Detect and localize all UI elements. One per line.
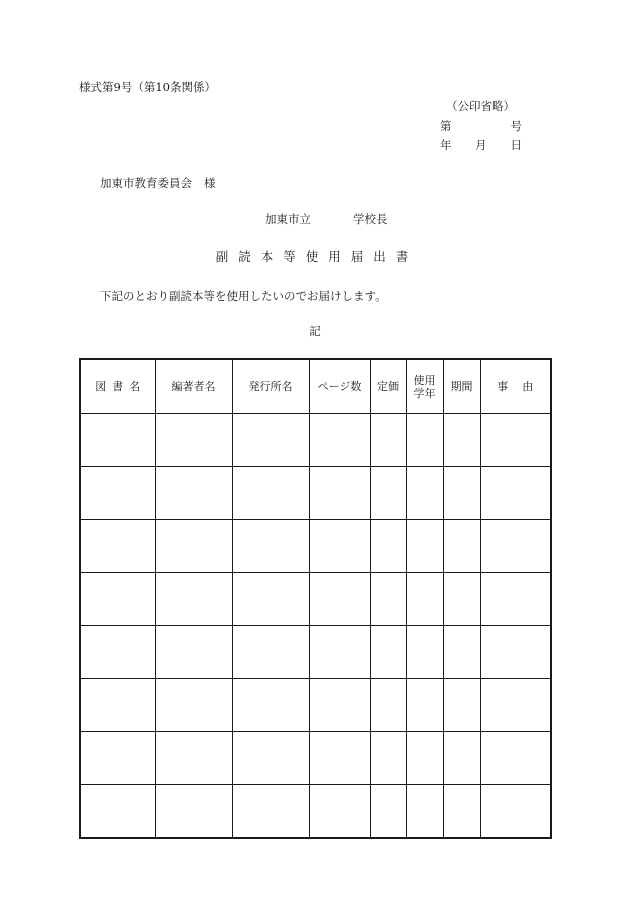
table-header-row bbox=[80, 359, 551, 414]
col-header-grade-line1: 使用 bbox=[413, 373, 436, 387]
ki-marker: 記 bbox=[309, 324, 321, 338]
number-suffix: 号 bbox=[510, 119, 522, 133]
table-row bbox=[80, 785, 551, 839]
cell-reason[interactable] bbox=[480, 732, 551, 785]
cell-period[interactable] bbox=[443, 626, 480, 679]
cell-grade[interactable] bbox=[406, 414, 443, 467]
document-title: 副読本等使用届出書 bbox=[215, 249, 419, 264]
table-row bbox=[80, 679, 551, 732]
cell-author[interactable] bbox=[155, 520, 232, 573]
cell-reason[interactable] bbox=[480, 785, 551, 839]
cell-publisher[interactable] bbox=[232, 785, 309, 839]
cell-grade[interactable] bbox=[406, 785, 443, 839]
cell-period[interactable] bbox=[443, 573, 480, 626]
col-header-pages: ページ数 bbox=[309, 359, 370, 414]
document-number-line bbox=[440, 118, 522, 134]
addressee bbox=[100, 175, 216, 191]
cell-price[interactable] bbox=[370, 520, 406, 573]
cell-book-name[interactable] bbox=[80, 732, 155, 785]
table-row bbox=[80, 467, 551, 520]
cell-period[interactable] bbox=[443, 467, 480, 520]
cell-reason[interactable] bbox=[480, 626, 551, 679]
cell-publisher[interactable] bbox=[232, 520, 309, 573]
cell-author[interactable] bbox=[155, 785, 232, 839]
sender-school-prefix: 加東市立 bbox=[265, 212, 311, 226]
cell-grade[interactable] bbox=[406, 573, 443, 626]
cell-price[interactable] bbox=[370, 679, 406, 732]
cell-book-name[interactable] bbox=[80, 785, 155, 839]
col-header-grade-line2: 学年 bbox=[413, 386, 436, 400]
sender bbox=[265, 211, 388, 227]
cell-publisher[interactable] bbox=[232, 467, 309, 520]
number-prefix: 第 bbox=[440, 119, 452, 133]
table-row bbox=[80, 732, 551, 785]
cell-author[interactable] bbox=[155, 573, 232, 626]
cell-pages[interactable] bbox=[309, 626, 370, 679]
cell-reason[interactable] bbox=[480, 467, 551, 520]
cell-price[interactable] bbox=[370, 467, 406, 520]
cell-book-name[interactable] bbox=[80, 679, 155, 732]
col-header-book-name: 図書名 bbox=[80, 359, 155, 414]
cell-author[interactable] bbox=[155, 732, 232, 785]
cell-book-name[interactable] bbox=[80, 573, 155, 626]
cell-publisher[interactable] bbox=[232, 414, 309, 467]
cell-period[interactable] bbox=[443, 679, 480, 732]
date-year: 年 bbox=[440, 138, 452, 152]
table-row bbox=[80, 520, 551, 573]
cell-book-name[interactable] bbox=[80, 414, 155, 467]
col-header-grade bbox=[406, 359, 443, 414]
date-line bbox=[440, 137, 522, 153]
cell-pages[interactable] bbox=[309, 520, 370, 573]
cell-price[interactable] bbox=[370, 732, 406, 785]
cell-pages[interactable] bbox=[309, 573, 370, 626]
cell-price[interactable] bbox=[370, 626, 406, 679]
table-row bbox=[80, 414, 551, 467]
addressee-honorific: 様 bbox=[204, 176, 216, 190]
cell-book-name[interactable] bbox=[80, 467, 155, 520]
cell-reason[interactable] bbox=[480, 414, 551, 467]
col-header-publisher: 発行所名 bbox=[232, 359, 309, 414]
cell-pages[interactable] bbox=[309, 467, 370, 520]
cell-price[interactable] bbox=[370, 785, 406, 839]
col-header-reason: 事由 bbox=[480, 359, 551, 414]
cell-reason[interactable] bbox=[480, 573, 551, 626]
cell-author[interactable] bbox=[155, 679, 232, 732]
cell-grade[interactable] bbox=[406, 626, 443, 679]
col-header-period: 期間 bbox=[443, 359, 480, 414]
date-day: 日 bbox=[510, 138, 522, 152]
col-header-author: 編著者名 bbox=[155, 359, 232, 414]
cell-period[interactable] bbox=[443, 785, 480, 839]
cell-reason[interactable] bbox=[480, 520, 551, 573]
cell-pages[interactable] bbox=[309, 785, 370, 839]
cell-grade[interactable] bbox=[406, 520, 443, 573]
book-usage-table bbox=[79, 358, 552, 839]
cell-pages[interactable] bbox=[309, 679, 370, 732]
cell-price[interactable] bbox=[370, 414, 406, 467]
cell-period[interactable] bbox=[443, 732, 480, 785]
cell-period[interactable] bbox=[443, 414, 480, 467]
cell-period[interactable] bbox=[443, 520, 480, 573]
cell-author[interactable] bbox=[155, 626, 232, 679]
cell-grade[interactable] bbox=[406, 679, 443, 732]
cell-book-name[interactable] bbox=[80, 626, 155, 679]
cell-reason[interactable] bbox=[480, 679, 551, 732]
cell-grade[interactable] bbox=[406, 467, 443, 520]
cell-pages[interactable] bbox=[309, 732, 370, 785]
cell-book-name[interactable] bbox=[80, 520, 155, 573]
cell-price[interactable] bbox=[370, 573, 406, 626]
cell-author[interactable] bbox=[155, 414, 232, 467]
addressee-name: 加東市教育委員会 bbox=[100, 176, 192, 190]
cell-pages[interactable] bbox=[309, 414, 370, 467]
cell-publisher[interactable] bbox=[232, 573, 309, 626]
seal-omitted-note: （公印省略） bbox=[446, 99, 515, 113]
body-text: 下記のとおり副読本等を使用したいのでお届けします。 bbox=[100, 289, 387, 303]
cell-grade[interactable] bbox=[406, 732, 443, 785]
form-number: 様式第9号（第10条関係） bbox=[79, 80, 216, 94]
col-header-price: 定価 bbox=[370, 359, 406, 414]
cell-publisher[interactable] bbox=[232, 626, 309, 679]
cell-author[interactable] bbox=[155, 467, 232, 520]
cell-publisher[interactable] bbox=[232, 732, 309, 785]
sender-position: 学校長 bbox=[353, 212, 388, 226]
cell-publisher[interactable] bbox=[232, 679, 309, 732]
table-row bbox=[80, 626, 551, 679]
table-row bbox=[80, 573, 551, 626]
date-month: 月 bbox=[475, 138, 487, 152]
